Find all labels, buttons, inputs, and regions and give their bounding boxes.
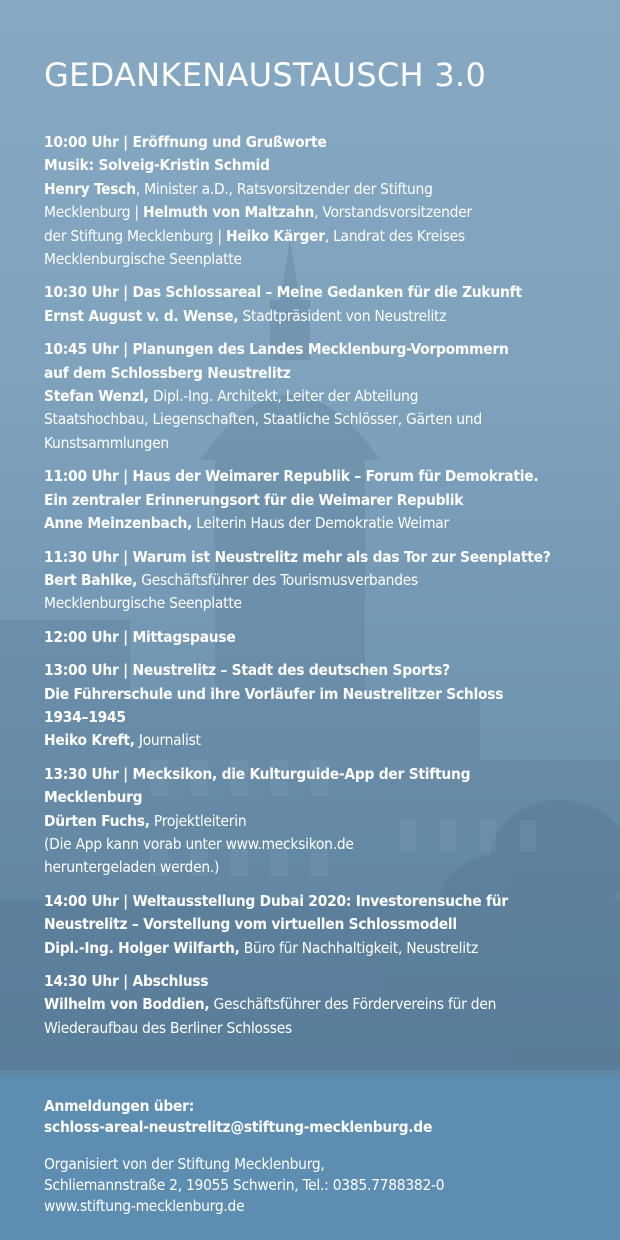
- program-item-line: [44, 512, 604, 535]
- bold-text: auf dem Schlossberg Neustrelitz: [44, 363, 291, 382]
- regular-text: Journalist: [134, 731, 201, 750]
- bold-text: Anne Meinzenbach,: [44, 514, 193, 533]
- regular-text: Projektleiterin: [149, 811, 247, 830]
- registration-email-link[interactable]: schloss-areal-neustrelitz@stiftung-mecklenburg.de: [44, 1118, 433, 1136]
- program-item: [44, 546, 604, 616]
- bold-text: 13:30 Uhr | Mecksikon, die Kulturguide-App der Stiftung: [44, 764, 471, 783]
- program-item: [44, 281, 604, 328]
- bold-text: Ernst August v. d. Wense,: [44, 306, 239, 325]
- regular-text: Mecklenburgische Seenplatte: [44, 250, 242, 269]
- program-item-heading: [44, 546, 604, 569]
- regular-text: , Minister a.D., Ratsvorsitzender der Stiftung: [135, 179, 433, 198]
- program-item-line: [44, 432, 604, 455]
- program-item-heading: [44, 659, 604, 682]
- organizer-address: Schliemannstraße 2, 19055 Schwerin, Tel.: 0385.7788382-0: [44, 1176, 445, 1194]
- regular-text: Dipl.-Ing. Architekt, Leiter der Abteilung: [148, 387, 419, 406]
- program-item-line: [44, 810, 604, 833]
- footer-band: [0, 1076, 620, 1240]
- bold-text: 10:45 Uhr | Planungen des Landes Mecklenburg-Vorpommern: [44, 340, 509, 359]
- program-item-line: [44, 178, 604, 201]
- program-item: [44, 970, 604, 1040]
- bold-text: Heiko Kärger: [225, 226, 325, 245]
- program-item-line: [44, 305, 604, 328]
- program-item-heading: [44, 281, 604, 304]
- program-item-line: [44, 592, 604, 615]
- bold-text: Henry Tesch: [44, 179, 136, 198]
- program-item-line: [44, 248, 604, 271]
- bold-text: Musik: Solveig-Kristin Schmid: [44, 156, 270, 175]
- program-item: [44, 659, 604, 753]
- bold-text: 11:00 Uhr | Haus der Weimarer Republik – Forum für Demokratie.: [44, 467, 539, 486]
- program-item-line: [44, 833, 604, 856]
- bold-text: 12:00 Uhr | Mittagspause: [44, 627, 236, 646]
- program-item-line: [44, 408, 604, 431]
- registration-label: Anmeldungen über:: [44, 1097, 195, 1115]
- organizer-website-link[interactable]: www.stiftung-mecklenburg.de: [44, 1197, 245, 1215]
- regular-text: Mecklenburg |: [44, 203, 143, 222]
- bold-text: Die Führerschule und ihre Vorläufer im Neustrelitzer Schloss: [44, 684, 504, 703]
- regular-text: Stadtpräsident von Neustrelitz: [238, 306, 447, 325]
- bold-text: Ein zentraler Erinnerungsort für die Weimarer Republik: [44, 490, 464, 509]
- regular-text: Büro für Nachhaltigkeit, Neustrelitz: [239, 938, 479, 957]
- program-item-heading: [44, 626, 604, 649]
- regular-text: Wiederaufbau des Berliner Schlosses: [44, 1018, 292, 1037]
- organizer-text: Organisiert von der Stiftung Mecklenburg,: [44, 1155, 325, 1173]
- page-title: GEDANKENAUSTAUSCH 3.0: [44, 56, 487, 94]
- program-item: [44, 763, 604, 880]
- program-item: [44, 626, 604, 649]
- bold-text: 13:00 Uhr | Neustrelitz – Stadt des deutschen Sports?: [44, 661, 450, 680]
- regular-text: Geschäftsführer des Tourismusverbandes: [137, 570, 418, 589]
- bold-text: Dürten Fuchs,: [44, 811, 150, 830]
- program-item-line: [44, 569, 604, 592]
- bold-text: 14:00 Uhr | Weltausstellung Dubai 2020: Investorensuche für: [44, 891, 508, 910]
- program-item-heading: [44, 465, 604, 488]
- bold-text: Helmuth von Maltzahn: [143, 203, 315, 222]
- regular-text: , Vorstandsvorsitzender: [314, 203, 472, 222]
- regular-text: Leiterin Haus der Demokratie Weimar: [192, 514, 449, 533]
- program-item-line: [44, 913, 604, 936]
- program-item-line: [44, 937, 604, 960]
- regular-text: Staatshochbau, Liegenschaften, Staatliche Schlösser, Gärten und: [44, 410, 482, 429]
- program-item: [44, 890, 604, 960]
- regular-text: Mecklenburgische Seenplatte: [44, 594, 242, 613]
- program-item-line: [44, 1017, 604, 1040]
- program-item: [44, 465, 604, 535]
- regular-text: , Landrat des Kreises: [324, 226, 465, 245]
- program-schedule: [44, 131, 604, 1050]
- program-item-line: [44, 856, 604, 879]
- program-item: [44, 131, 604, 271]
- program-item-line: [44, 201, 604, 224]
- bold-text: 10:30 Uhr | Das Schlossareal – Meine Gedanken für die Zukunft: [44, 283, 522, 302]
- program-item-line: [44, 489, 604, 512]
- regular-text: der Stiftung Mecklenburg |: [44, 226, 226, 245]
- regular-text: Geschäftsführer des Fördervereins für den: [209, 995, 497, 1014]
- program-item: [44, 338, 604, 455]
- program-item-line: [44, 786, 604, 809]
- program-item-line: [44, 993, 604, 1016]
- regular-text: heruntergeladen werden.): [44, 858, 220, 877]
- program-item-heading: [44, 763, 604, 786]
- bold-text: Wilhelm von Boddien,: [44, 995, 210, 1014]
- regular-text: Kunstsammlungen: [44, 433, 169, 452]
- program-item-heading: [44, 970, 604, 993]
- bold-text: Mecklenburg: [44, 788, 143, 807]
- program-item-line: [44, 729, 604, 752]
- bold-text: 1934–1945: [44, 707, 126, 726]
- program-item-line: [44, 385, 604, 408]
- program-item-line: [44, 683, 604, 706]
- bold-text: 14:30 Uhr | Abschluss: [44, 972, 209, 990]
- program-item-line: [44, 225, 604, 248]
- regular-text: (Die App kann vorab unter www.mecksikon.de: [44, 834, 354, 853]
- program-item-line: [44, 154, 604, 177]
- bold-text: Bert Bahlke,: [44, 570, 138, 589]
- bold-text: 10:00 Uhr | Eröffnung und Grußworte: [44, 133, 327, 151]
- bold-text: Heiko Kreft,: [44, 731, 135, 750]
- program-item-heading: [44, 890, 604, 913]
- bold-text: Dipl.-Ing. Holger Wilfarth,: [44, 938, 240, 957]
- program-item-line: [44, 706, 604, 729]
- bold-text: 11:30 Uhr | Warum ist Neustrelitz mehr als das Tor zur Seenplatte?: [44, 547, 551, 566]
- program-item-line: [44, 362, 604, 385]
- program-item-heading: [44, 131, 604, 154]
- program-item-heading: [44, 338, 604, 361]
- bold-text: Neustrelitz – Vorstellung vom virtuellen Schlossmodell: [44, 915, 457, 934]
- bold-text: Stefan Wenzl,: [44, 387, 149, 406]
